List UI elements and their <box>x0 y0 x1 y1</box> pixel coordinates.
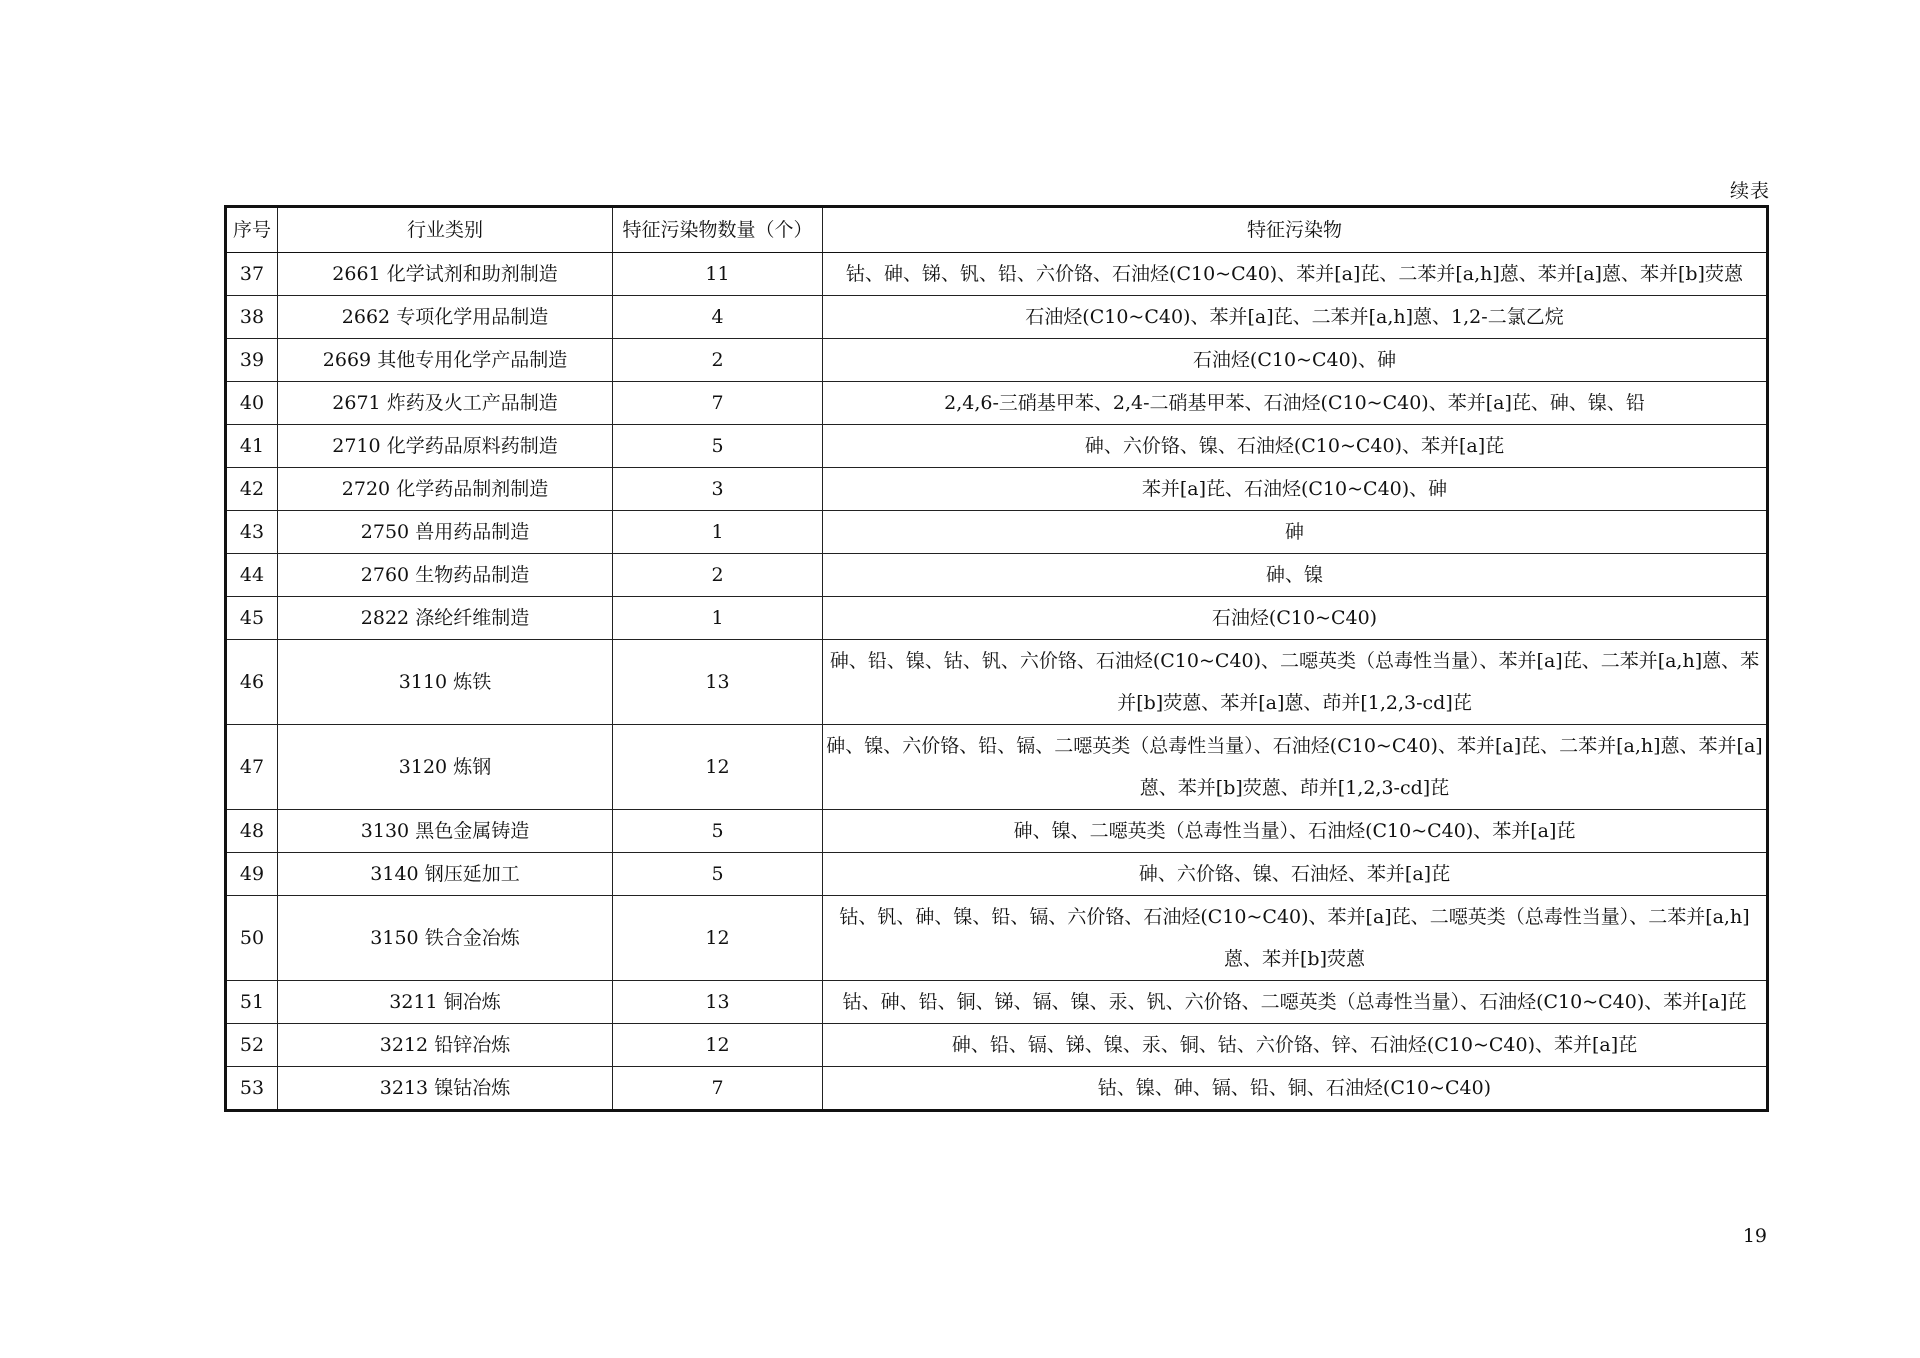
cell-seq: 43 <box>226 511 278 554</box>
cell-seq: 47 <box>226 725 278 810</box>
table-header <box>226 207 1768 253</box>
cell-industry: 3212 铅锌冶炼 <box>278 1024 613 1067</box>
table-row <box>226 1024 1768 1067</box>
continued-label: 续表 <box>1729 180 1770 202</box>
cell-seq: 46 <box>226 640 278 725</box>
cell-pollutants: 钴、镍、砷、镉、铅、铜、石油烃(C10~C40) <box>823 1067 1768 1111</box>
header-industry: 行业类别 <box>278 207 613 253</box>
cell-seq: 42 <box>226 468 278 511</box>
pollutant-table <box>224 205 1769 1112</box>
cell-industry: 2750 兽用药品制造 <box>278 511 613 554</box>
cell-seq: 50 <box>226 896 278 981</box>
cell-seq: 48 <box>226 810 278 853</box>
table-row <box>226 597 1768 640</box>
cell-count: 5 <box>613 853 823 896</box>
cell-pollutants: 砷、镍、六价铬、铅、镉、二噁英类（总毒性当量）、石油烃(C10~C40)、苯并[a]芘、二苯并[a,h]蒽、苯并[a]蒽、苯并[b]荧蒽、茚并[1,2,3-cd]芘 <box>823 725 1768 810</box>
cell-industry: 2760 生物药品制造 <box>278 554 613 597</box>
cell-industry: 2671 炸药及火工产品制造 <box>278 382 613 425</box>
cell-industry: 2822 涤纶纤维制造 <box>278 597 613 640</box>
cell-industry: 3211 铜冶炼 <box>278 981 613 1024</box>
cell-seq: 40 <box>226 382 278 425</box>
cell-industry: 2720 化学药品制剂制造 <box>278 468 613 511</box>
cell-pollutants: 石油烃(C10~C40)、砷 <box>823 339 1768 382</box>
table-row <box>226 810 1768 853</box>
cell-seq: 37 <box>226 253 278 296</box>
table-row <box>226 253 1768 296</box>
table-row <box>226 640 1768 725</box>
cell-industry: 3130 黑色金属铸造 <box>278 810 613 853</box>
table-row <box>226 296 1768 339</box>
cell-pollutants: 钴、钒、砷、镍、铅、镉、六价铬、石油烃(C10~C40)、苯并[a]芘、二噁英类（总毒性当量）、二苯并[a,h]蒽、苯并[b]荧蒽 <box>823 896 1768 981</box>
cell-count: 5 <box>613 810 823 853</box>
cell-count: 4 <box>613 296 823 339</box>
table-row <box>226 1067 1768 1111</box>
table-row <box>226 981 1768 1024</box>
cell-count: 2 <box>613 554 823 597</box>
cell-seq: 45 <box>226 597 278 640</box>
cell-pollutants: 砷、六价铬、镍、石油烃、苯并[a]芘 <box>823 853 1768 896</box>
cell-count: 12 <box>613 896 823 981</box>
cell-industry: 2710 化学药品原料药制造 <box>278 425 613 468</box>
cell-seq: 39 <box>226 339 278 382</box>
cell-industry: 2669 其他专用化学产品制造 <box>278 339 613 382</box>
cell-pollutants: 砷、铅、镍、钴、钒、六价铬、石油烃(C10~C40)、二噁英类（总毒性当量）、苯并[a]芘、二苯并[a,h]蒽、苯并[b]荧蒽、苯并[a]蒽、茚并[1,2,3-cd]芘 <box>823 640 1768 725</box>
cell-pollutants: 石油烃(C10~C40) <box>823 597 1768 640</box>
table-row <box>226 554 1768 597</box>
table-row <box>226 425 1768 468</box>
cell-count: 12 <box>613 1024 823 1067</box>
cell-industry: 2661 化学试剂和助剂制造 <box>278 253 613 296</box>
cell-pollutants: 砷、镍 <box>823 554 1768 597</box>
cell-pollutants: 钴、砷、锑、钒、铅、六价铬、石油烃(C10~C40)、苯并[a]芘、二苯并[a,h]蒽、苯并[a]蒽、苯并[b]荧蒽 <box>823 253 1768 296</box>
cell-pollutants: 钴、砷、铅、铜、锑、镉、镍、汞、钒、六价铬、二噁英类（总毒性当量）、石油烃(C10~C40)、苯并[a]芘 <box>823 981 1768 1024</box>
table-row <box>226 382 1768 425</box>
cell-count: 2 <box>613 339 823 382</box>
cell-seq: 51 <box>226 981 278 1024</box>
table-row <box>226 896 1768 981</box>
cell-industry: 3150 铁合金冶炼 <box>278 896 613 981</box>
cell-count: 13 <box>613 981 823 1024</box>
cell-industry: 3140 钢压延加工 <box>278 853 613 896</box>
cell-count: 1 <box>613 597 823 640</box>
cell-pollutants: 2,4,6-三硝基甲苯、2,4-二硝基甲苯、石油烃(C10~C40)、苯并[a]芘、砷、镍、铅 <box>823 382 1768 425</box>
cell-count: 13 <box>613 640 823 725</box>
cell-seq: 49 <box>226 853 278 896</box>
header-row <box>226 207 1768 253</box>
cell-count: 1 <box>613 511 823 554</box>
cell-pollutants: 石油烃(C10~C40)、苯并[a]芘、二苯并[a,h]蒽、1,2-二氯乙烷 <box>823 296 1768 339</box>
cell-seq: 53 <box>226 1067 278 1111</box>
table-body <box>226 253 1768 1111</box>
table-row <box>226 339 1768 382</box>
header-seq: 序号 <box>226 207 278 253</box>
cell-industry: 3120 炼钢 <box>278 725 613 810</box>
table-row <box>226 468 1768 511</box>
header-count: 特征污染物数量（个） <box>613 207 823 253</box>
cell-count: 7 <box>613 1067 823 1111</box>
cell-seq: 44 <box>226 554 278 597</box>
cell-seq: 52 <box>226 1024 278 1067</box>
cell-seq: 41 <box>226 425 278 468</box>
cell-industry: 3110 炼铁 <box>278 640 613 725</box>
cell-pollutants: 苯并[a]芘、石油烃(C10~C40)、砷 <box>823 468 1768 511</box>
table-row <box>226 725 1768 810</box>
header-pollutants: 特征污染物 <box>823 207 1768 253</box>
cell-count: 3 <box>613 468 823 511</box>
cell-count: 7 <box>613 382 823 425</box>
table-row <box>226 511 1768 554</box>
table-row <box>226 853 1768 896</box>
cell-industry: 3213 镍钴冶炼 <box>278 1067 613 1111</box>
page-number: 19 <box>1742 1225 1767 1247</box>
cell-pollutants: 砷、六价铬、镍、石油烃(C10~C40)、苯并[a]芘 <box>823 425 1768 468</box>
cell-industry: 2662 专项化学用品制造 <box>278 296 613 339</box>
cell-pollutants: 砷、镍、二噁英类（总毒性当量）、石油烃(C10~C40)、苯并[a]芘 <box>823 810 1768 853</box>
cell-pollutants: 砷 <box>823 511 1768 554</box>
cell-count: 12 <box>613 725 823 810</box>
cell-seq: 38 <box>226 296 278 339</box>
cell-count: 11 <box>613 253 823 296</box>
cell-count: 5 <box>613 425 823 468</box>
cell-pollutants: 砷、铅、镉、锑、镍、汞、铜、钴、六价铬、锌、石油烃(C10~C40)、苯并[a]芘 <box>823 1024 1768 1067</box>
